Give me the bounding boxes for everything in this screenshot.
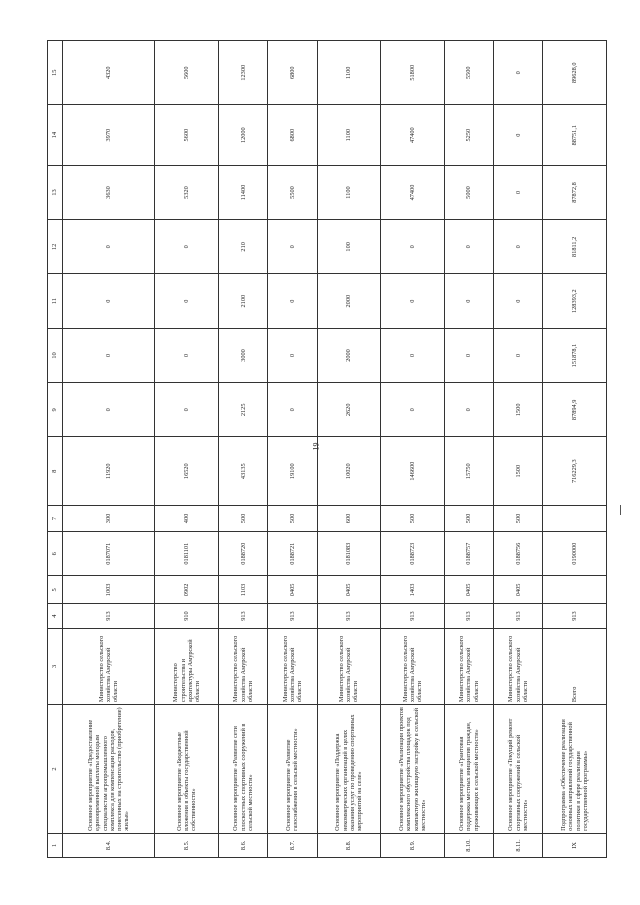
col-header: 12 (48, 220, 63, 274)
grbs-code: 913 (444, 604, 493, 628)
table-row (317, 41, 381, 858)
measure-name: Основное мероприятие «Поддержка некоммерческих организаций в целях оказания услуг по проведению спортивных мероприятий на селе» (317, 705, 381, 834)
amount-2014: 2620 (317, 383, 381, 437)
expense-type: 300 (63, 505, 155, 531)
target-article: 0188723 (381, 532, 445, 576)
expense-type: 400 (155, 505, 219, 531)
amount-2020: 0 (494, 41, 543, 105)
total-amount: 11920 (63, 437, 155, 505)
table-row (219, 41, 268, 858)
target-article: 0181101 (155, 532, 219, 576)
table-row (444, 41, 493, 858)
grbs-code: 913 (219, 604, 268, 628)
total-amount: 15750 (444, 437, 493, 505)
table-row (155, 41, 219, 858)
total-amount: 716229,3 (543, 437, 607, 505)
grbs-code: 913 (317, 604, 381, 628)
amount-2020: 12300 (219, 41, 268, 105)
amount-2015: 151878,1 (543, 328, 607, 382)
col-header: 3 (48, 628, 63, 704)
amount-2017: 0 (155, 220, 219, 274)
amount-2015: 0 (494, 328, 543, 382)
amount-2014: 0 (268, 383, 317, 437)
grbs-code: 913 (494, 604, 543, 628)
amount-2018: 1100 (317, 165, 381, 219)
amount-2020: 5500 (444, 41, 493, 105)
col-header: 10 (48, 328, 63, 382)
grbs-code: 913 (381, 604, 445, 628)
amount-2017: 0 (268, 220, 317, 274)
target-article: 0188720 (219, 532, 268, 576)
amount-2018: 3630 (63, 165, 155, 219)
amount-2016: 128393,2 (543, 274, 607, 328)
program-table (47, 40, 607, 858)
grbs-code: 913 (543, 604, 607, 628)
section-code: 0902 (155, 576, 219, 604)
amount-2016: 2100 (219, 274, 268, 328)
amount-2019: 88751,1 (543, 105, 607, 165)
amount-2018: 5500 (268, 165, 317, 219)
header-row (48, 41, 63, 858)
measure-name: Подпрограмма «Обеспечение реализации основных направлений государственной политики в сфере реализации государственной программы» (543, 705, 607, 834)
col-header: 6 (48, 532, 63, 576)
amount-2018: 47400 (381, 165, 445, 219)
amount-2017: 0 (444, 220, 493, 274)
table-row (381, 41, 445, 858)
amount-2014: 87894,9 (543, 383, 607, 437)
row-number: 8.6. (219, 833, 268, 857)
amount-2015: 0 (63, 328, 155, 382)
measure-name: Основное мероприятие «Развитие газоснабжения в сельской местности» (268, 705, 317, 834)
target-article: 0190000 (543, 532, 607, 576)
row-number: 8.9. (381, 833, 445, 857)
executor: Министерство сельского хозяйства Амурской области (268, 628, 317, 704)
amount-2015: 0 (268, 328, 317, 382)
executor: Министерство сельского хозяйства Амурской области (317, 628, 381, 704)
expense-type: 600 (317, 505, 381, 531)
amount-2019: 0 (494, 105, 543, 165)
executor: Министерство сельского хозяйства Амурской области (219, 628, 268, 704)
col-header: 7 (48, 505, 63, 531)
amount-2017: 210 (219, 220, 268, 274)
measure-name: Основное мероприятие «Развитие сети плоскостных спортивных сооружений в сельской местности» (219, 705, 268, 834)
measure-name: Основное мероприятие «Реализация проектов комплексного обустройства площадок под компактную жилищную застройку в сельской местности» (381, 705, 445, 834)
col-header: 4 (48, 604, 63, 628)
section-code: 0405 (444, 576, 493, 604)
expense-type: 500 (494, 505, 543, 531)
row-number: 8.5. (155, 833, 219, 857)
measure-name: Основное мероприятие «Предоставление единовременной выплаты молодым специалистам агропромышленного комплекса для компенсации расходов, понесенных на строительство (приобретение) жилья» (63, 705, 155, 834)
row-number: 8.4. (63, 833, 155, 857)
amount-2015: 0 (155, 328, 219, 382)
amount-2017: 81811,2 (543, 220, 607, 274)
amount-2017: 100 (317, 220, 381, 274)
grbs-code: 910 (155, 604, 219, 628)
section-code: 0405 (317, 576, 381, 604)
target-article: 0188721 (268, 532, 317, 576)
row-number: 8.10. (444, 833, 493, 857)
target-article: 0188756 (494, 532, 543, 576)
amount-2014: 0 (381, 383, 445, 437)
amount-2016: 2000 (317, 274, 381, 328)
page-number: 19 (311, 442, 321, 451)
measure-name: Основное мероприятие «Бюджетные вложения в объекты государственной собственности» (155, 705, 219, 834)
amount-2020: 5600 (155, 41, 219, 105)
amount-2014: 0 (63, 383, 155, 437)
table-row (63, 41, 155, 858)
amount-2017: 0 (381, 220, 445, 274)
section-code: 1403 (381, 576, 445, 604)
amount-2020: 6800 (268, 41, 317, 105)
row-number: IX (543, 833, 607, 857)
amount-2018: 5320 (155, 165, 219, 219)
total-amount: 43135 (219, 437, 268, 505)
amount-2019: 12000 (219, 105, 268, 165)
amount-2019: 47400 (381, 105, 445, 165)
amount-2018: 5000 (444, 165, 493, 219)
amount-2019: 1100 (317, 105, 381, 165)
amount-2019: 3970 (63, 105, 155, 165)
executor: Министерство сельского хозяйства Амурской области (381, 628, 445, 704)
amount-2015: 0 (381, 328, 445, 382)
executor: Министерство сельского хозяйства Амурской области (494, 628, 543, 704)
amount-2015: 3000 (219, 328, 268, 382)
amount-2016: 0 (381, 274, 445, 328)
measure-name: Основное мероприятие «Грантовая поддержка местных инициатив граждан, проживающих в сельской местности» (444, 705, 493, 834)
section-code: 0405 (268, 576, 317, 604)
section-code (543, 576, 607, 604)
expense-type: 500 (444, 505, 493, 531)
executor: Всего (543, 628, 607, 704)
amount-2020: 4320 (63, 41, 155, 105)
amount-2020: 51800 (381, 41, 445, 105)
amount-2018: 0 (494, 165, 543, 219)
table-row (494, 41, 543, 858)
target-article: 0181083 (317, 532, 381, 576)
amount-2016: 0 (268, 274, 317, 328)
amount-2014: 1500 (494, 383, 543, 437)
scan-mark (620, 505, 621, 515)
row-number: 8.7. (268, 833, 317, 857)
row-number: 8.8. (317, 833, 381, 857)
total-amount: 16520 (155, 437, 219, 505)
total-amount: 1500 (494, 437, 543, 505)
expense-type: 500 (268, 505, 317, 531)
col-header: 5 (48, 576, 63, 604)
measure-name: Основное мероприятие «Текущий ремонт спортивных сооружений в сельской местности» (494, 705, 543, 834)
amount-2015: 0 (444, 328, 493, 382)
expense-type: 500 (381, 505, 445, 531)
amount-2014: 2125 (219, 383, 268, 437)
total-amount: 146600 (381, 437, 445, 505)
target-article: 0188757 (444, 532, 493, 576)
section-code: 1003 (63, 576, 155, 604)
grbs-code: 913 (268, 604, 317, 628)
col-header: 2 (48, 705, 63, 834)
col-header: 9 (48, 383, 63, 437)
table-row (268, 41, 317, 858)
amount-2014: 0 (444, 383, 493, 437)
table-row (543, 41, 607, 858)
col-header: 1 (48, 833, 63, 857)
col-header: 13 (48, 165, 63, 219)
executor: Министерство сельского хозяйства Амурской области (444, 628, 493, 704)
amount-2016: 0 (155, 274, 219, 328)
executor: Министерство сельского хозяйства Амурской области (63, 628, 155, 704)
section-code: 0405 (494, 576, 543, 604)
amount-2019: 5250 (444, 105, 493, 165)
amount-2016: 0 (444, 274, 493, 328)
amount-2019: 6800 (268, 105, 317, 165)
col-header: 11 (48, 274, 63, 328)
section-code: 1103 (219, 576, 268, 604)
amount-2017: 0 (494, 220, 543, 274)
amount-2018: 11400 (219, 165, 268, 219)
row-number: 8.11. (494, 833, 543, 857)
total-amount: 10020 (317, 437, 381, 505)
expense-type (543, 505, 607, 531)
amount-2016: 0 (494, 274, 543, 328)
amount-2017: 0 (63, 220, 155, 274)
col-header: 8 (48, 437, 63, 505)
total-amount: 19100 (268, 437, 317, 505)
amount-2014: 0 (155, 383, 219, 437)
amount-2020: 1100 (317, 41, 381, 105)
target-article: 0187071 (63, 532, 155, 576)
amount-2018: 87872,8 (543, 165, 607, 219)
amount-2016: 0 (63, 274, 155, 328)
expense-type: 500 (219, 505, 268, 531)
col-header: 14 (48, 105, 63, 165)
amount-2019: 5600 (155, 105, 219, 165)
executor: Министерство строительства и архитектуры Амурской области (155, 628, 219, 704)
amount-2020: 89628,0 (543, 41, 607, 105)
rotated-table-wrapper (47, 40, 607, 858)
amount-2015: 2000 (317, 328, 381, 382)
col-header: 15 (48, 41, 63, 105)
grbs-code: 913 (63, 604, 155, 628)
